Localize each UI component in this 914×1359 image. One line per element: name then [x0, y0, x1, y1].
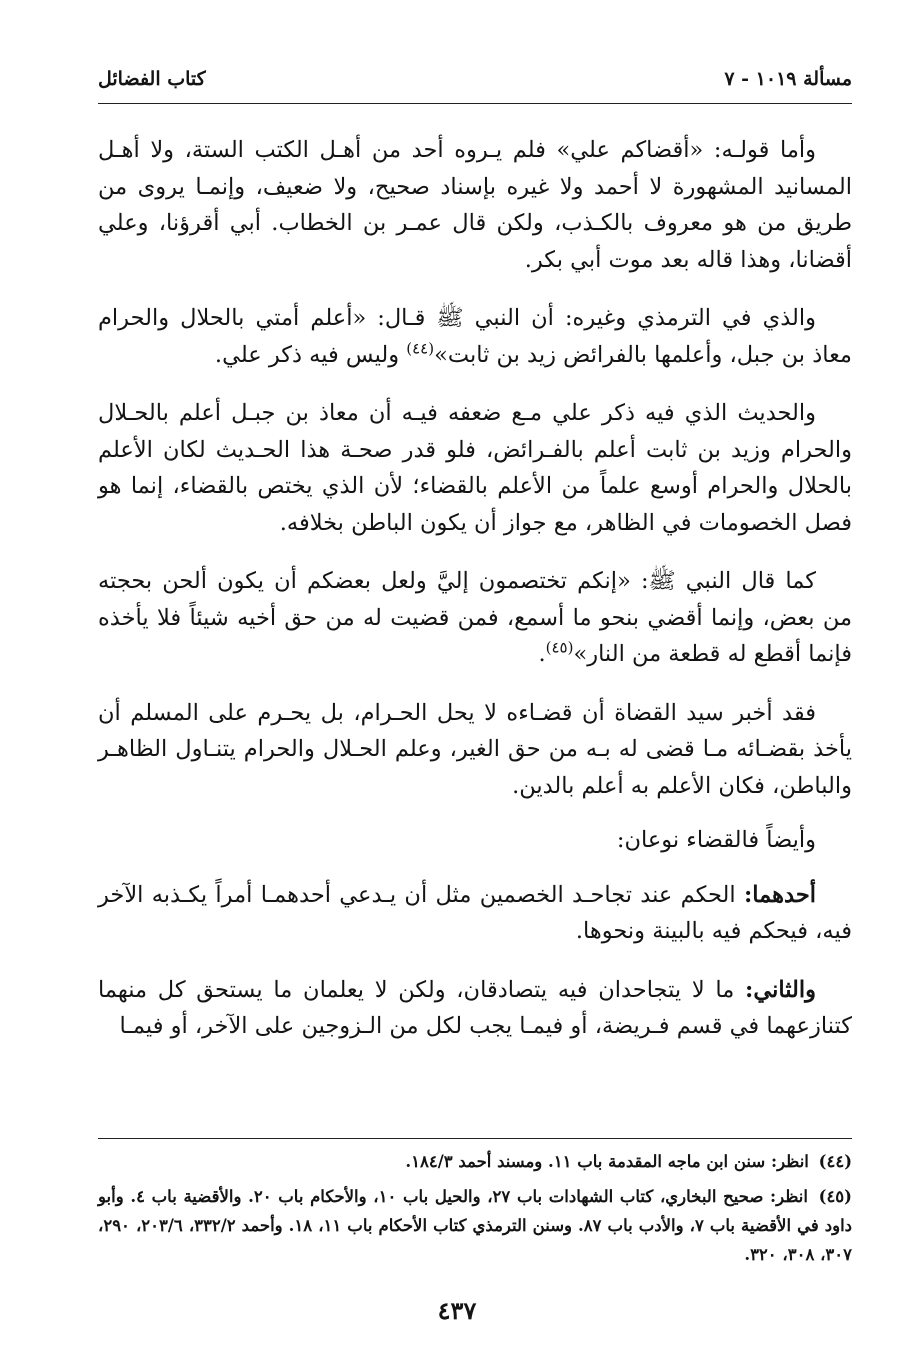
page-number: ٤٣٧	[437, 1296, 477, 1325]
paragraph-lead: والثاني:	[745, 976, 816, 1003]
paragraph	[98, 395, 852, 541]
paragraph-text: الحكم عند تجاحـد الخصمين مثل أن يـدعي أحدهمـا أمراً يكـذبه الآخر فيه، فيحكم فيه بالبينة ونحوها.	[98, 881, 852, 944]
paragraph-text-after: وليس فيه ذكر علي.	[214, 341, 407, 368]
paragraph-text: والذي في الترمذي وغيره: أن النبي ﷺ قـال: «أعلم أمتي بالحلال والحرام معاذ بن جبل، وأعلمها بالفرائض زيد بن ثابت»	[98, 305, 852, 368]
footnote-ref[interactable]: (٤٥)	[545, 638, 574, 657]
footnote-text: انظر: صحيح البخاري، كتاب الشهادات باب ٢٧، والحيل باب ١٠، والأحكام باب ٢٠. والأقضية باب ٤. وأبو داود في الأقضية باب ٧، والأدب باب ٨٧. وسنن الترمذي كتاب الأحكام باب ١١، ١٨. وأحمد ٣٣٢/٢، ٢٠٣/٦، ٢٩٠، ٣٠٧، ٣٠٨، ٣٢٠.	[98, 1187, 853, 1264]
paragraph-text: فقد أخبر سيد القضاة أن قضـاءه لا يحل الحـرام، بل يحـرم على المسلم أن يأخذ بقضـائه مـا قضى له بـه من حق الغير، وعلم الحـلال والحرام يتنـاول الظاهـر والباطن، فكان الأعلم به أعلم بالدين.	[98, 699, 852, 799]
paragraph	[98, 300, 852, 373]
paragraph	[98, 822, 852, 859]
footnote-item	[98, 1182, 852, 1269]
header-book-title: كتاب الفضائل	[98, 67, 206, 90]
running-header	[98, 60, 852, 104]
paragraph-text: ما لا يتجاحدان فيه يتصادقان، ولكن لا يعلمان ما يستحق كل منهما كتنازعهما في قسم فـريضة، أو فيمـا يجب لكل من الـزوجين على الآخر، أو فيمـا	[98, 976, 852, 1039]
paragraph	[98, 563, 852, 673]
paragraph	[98, 877, 852, 950]
paragraph	[98, 972, 852, 1045]
paragraph-lead: أحدهما:	[743, 881, 816, 908]
paragraph-text: وأما قولـه: «أقضاكم علي» فلم يـروه أحد من أهـل الكتب الستة، ولا أهـل المسانيد المشهورة لا أحمد ولا غيره بإسناد صحيح، ولا ضعيف، وإنمـا يروى من طريق من هو معروف بالكـذب، ولكن قال عمـر بن الخطاب. أبي أقرؤنا، وعلي أقضانا، وهذا قاله بعد موت أبي بكر.	[98, 137, 852, 273]
footnote-ref[interactable]: (٤٤)	[406, 339, 435, 357]
paragraph-text: كما قال النبي ﷺ: «إنكم تختصمون إليَّ ولعل بعضكم أن يكون ألحن بحجته من بعض، وإنما أقضي بنحو ما أسمع، فمن قضيت له من حق أخيه شيئاً فلا يأخذه فإنما أقطع له قطعة من النار»	[98, 568, 852, 667]
paragraph-text: وأيضاً فالقضاء نوعان:	[616, 827, 816, 853]
main-text	[98, 132, 852, 1067]
footnotes	[98, 1138, 852, 1275]
footnote-number: (٤٤)	[818, 1152, 852, 1171]
footnote-text: انظر: سنن ابن ماجه المقدمة باب ١١. ومسند أحمد ١٨٤/٣.	[405, 1152, 809, 1171]
footnote-item	[98, 1147, 852, 1176]
paragraph-text: والحديث الذي فيه ذكر علي مـع ضعفه فيـه أن معاذ بن جبـل أعلم بالحـلال والحرام وزيد بن ثابت أعلم بالفـرائض، فلو قدر صحـة هذا الحـديث لكان الأعلم بالحلال والحرام أوسع علماً من الأعلم بالقضاء؛ لأن الذي يختص بالقضاء، إنما هو فصل الخصومات في الظاهر، مع جواز أن يكون الباطن بخلافه.	[98, 400, 852, 536]
footnote-number: (٤٥)	[818, 1187, 852, 1206]
paragraph-text-after: .	[538, 641, 546, 667]
paragraph	[98, 132, 852, 278]
header-section-title: مسألة ١٠١٩ - ٧	[724, 67, 852, 90]
paragraph	[98, 695, 852, 805]
